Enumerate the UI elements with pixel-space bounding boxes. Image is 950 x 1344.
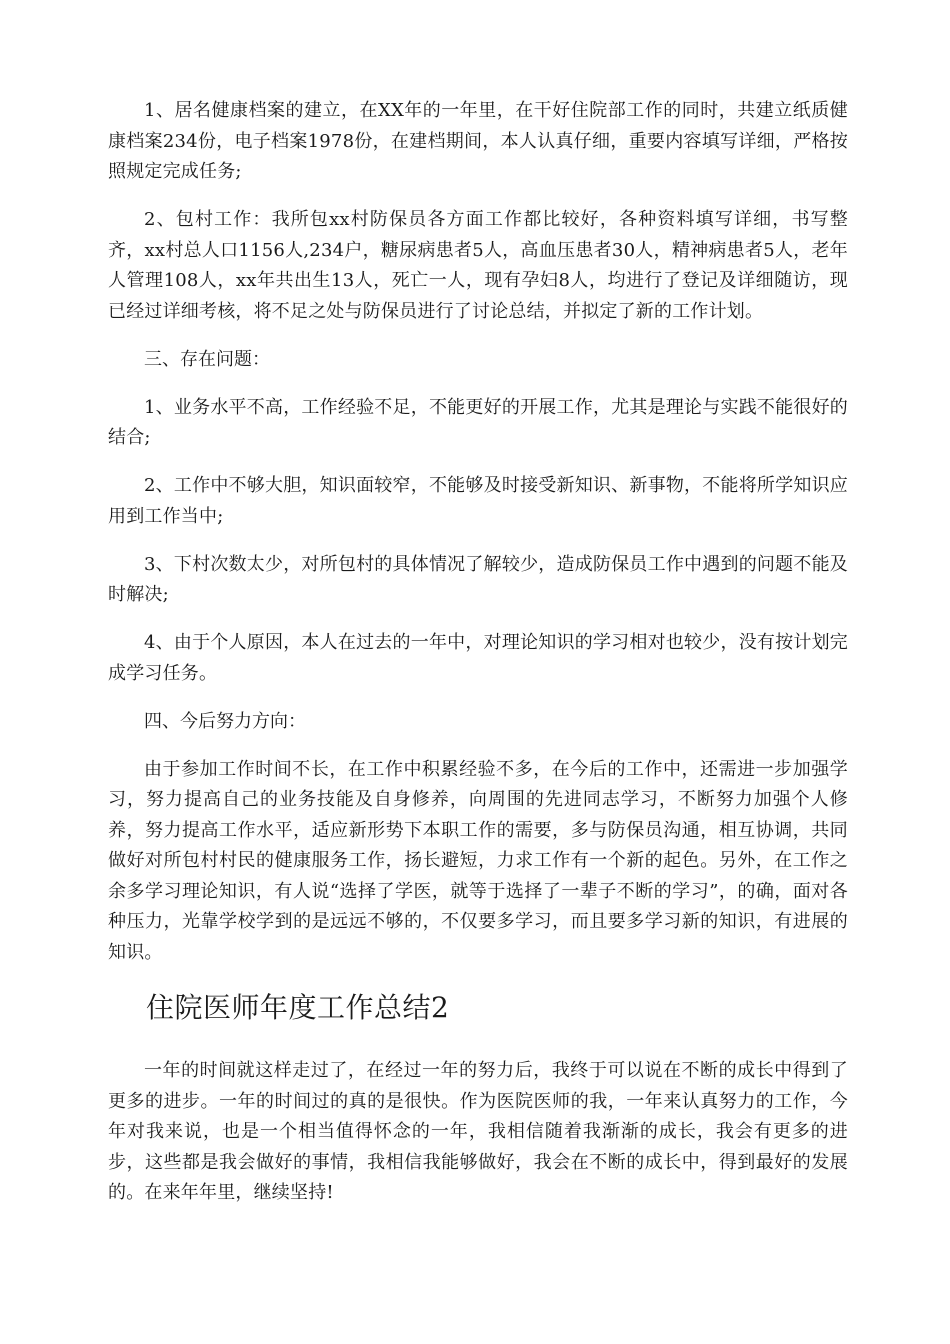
village-work-paragraph: 2、包村工作：我所包xx村防保员各方面工作都比较好，各种资料填写详细，书写整齐，xx村总人口1156人,234户，糖尿病患者5人，高血压患者30人，精神病患者5人，老年人管理108人，xx年共出生13人，死亡一人，现有孕妇8人，均进行了登记及详细随访，现已经过详细考核，将不足之处与防保员进行了讨论总结，并拟定了新的工作计划。 <box>108 209 848 322</box>
problem-item-2: 2、工作中不够大胆，知识面较窄，不能够及时接受新知识、新事物，不能将所学知识应用到工作当中; <box>108 475 848 527</box>
problem-item-1: 1、业务水平不高，工作经验不足，不能更好的开展工作，尤其是理论与实践不能很好的结合; <box>108 396 848 448</box>
problems-heading: 三、存在问题： <box>144 348 270 370</box>
problem-item-3: 3、下村次数太少，对所包村的具体情况了解较少，造成防保员工作中遇到的问题不能及时解决; <box>108 553 848 605</box>
section-2-title: 住院医师年度工作总结2 <box>146 991 450 1024</box>
health-records-paragraph: 1、居名健康档案的建立，在XX年的一年里，在干好住院部工作的同时，共建立纸质健康档案234份，电子档案1978份，在建档期间，本人认真仔细，重要内容填写详细，严格按照规定完成任务; <box>108 100 848 182</box>
direction-heading: 四、今后努力方向： <box>144 710 306 732</box>
problem-item-4: 4、由于个人原因，本人在过去的一年中，对理论知识的学习相对也较少，没有按计划完成学习任务。 <box>108 632 848 684</box>
section-2-paragraph: 一年的时间就这样走过了，在经过一年的努力后，我终于可以说在不断的成长中得到了更多的进步。一年的时间过的真的是很快。作为医院医师的我，一年来认真努力的工作，今年对我来说，也是一个相当值得怀念的一年，我相信随着我渐渐的成长，我会有更多的进步，这些都是我会做好的事情，我相信我能够做好，我会在不断的成长中，得到最好的发展的。在来年年里，继续坚持! <box>108 1060 848 1203</box>
document-page <box>108 96 848 1226</box>
direction-paragraph: 由于参加工作时间不长，在工作中积累经验不多，在今后的工作中，还需进一步加强学习，努力提高自己的业务技能及自身修养，向周围的先进同志学习，不断努力加强个人修养，努力提高工作水平，适应新形势下本职工作的需要，多与防保员沟通，相互协调，共同做好对所包村村民的健康服务工作，扬长避短，力求工作有一个新的起色。另外，在工作之余多学习理论知识，有人说“选择了学医，就等于选择了一辈子不断的学习”，的确，面对各种压力，光靠学校学到的是远远不够的，不仅要多学习，而且要多学习新的知识，有进展的知识。 <box>108 758 848 963</box>
